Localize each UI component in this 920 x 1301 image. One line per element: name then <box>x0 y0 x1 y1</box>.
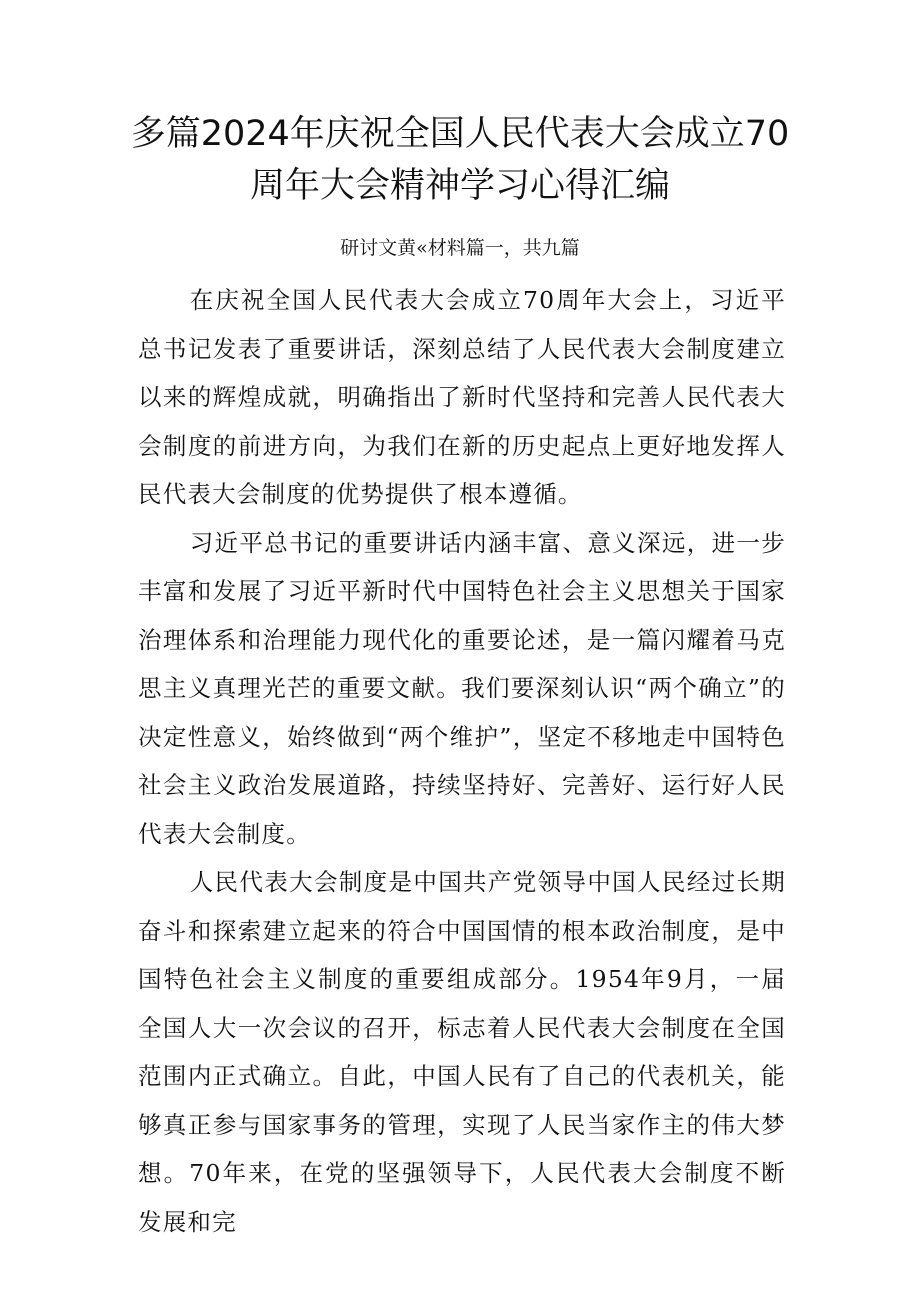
paragraph-1: 在庆祝全国人民代表大会成立70周年大会上，习近平总书记发表了重要讲话，深刻总结了人民代表大会制度建立以来的辉煌成就，明确指出了新时代坚持和完善人民代表大会制度的前进方向，为我们在新的历史起点上更好地发挥人民代表大会制度的优势提供了根本遵循。 <box>138 286 786 508</box>
paragraph-3: 人民代表大会制度是中国共产党领导中国人民经过长期奋斗和探索建立起来的符合中国国情的根本政治制度，是中国特色社会主义制度的重要组成部分。1954年9月，一届全国人大一次会议的召开，标志着人民代表大会制度在全国范围内正式确立。自此，中国人民有了自己的代表机关，能够真正参与国家事务的管理，实现了人民当家作主的伟大梦想。70年来，在党的坚强领导下，人民代表大会制度不断发展和完 <box>138 868 786 1236</box>
document-body <box>138 276 786 1246</box>
title-line-2: 周年大会精神学习心得汇编 <box>249 166 670 206</box>
title-line-1: 多篇2024年庆祝全国人民代表大会成立70 <box>130 114 790 154</box>
document-title <box>110 108 810 212</box>
paragraph-2: 习近平总书记的重要讲话内涵丰富、意义深远，进一步丰富和发展了习近平新时代中国特色社会主义思想关于国家治理体系和治理能力现代化的重要论述，是一篇闪耀着马克思主义真理光芒的重要文献。我们要深刻认识“两个确立”的决定性意义，始终做到“两个维护”，坚定不移地走中国特色社会主义政治发展道路，持续坚持好、完善好、运行好人民代表大会制度。 <box>138 528 786 848</box>
document-subtitle: 研讨文黄«材料篇一，共九篇 <box>340 237 580 259</box>
